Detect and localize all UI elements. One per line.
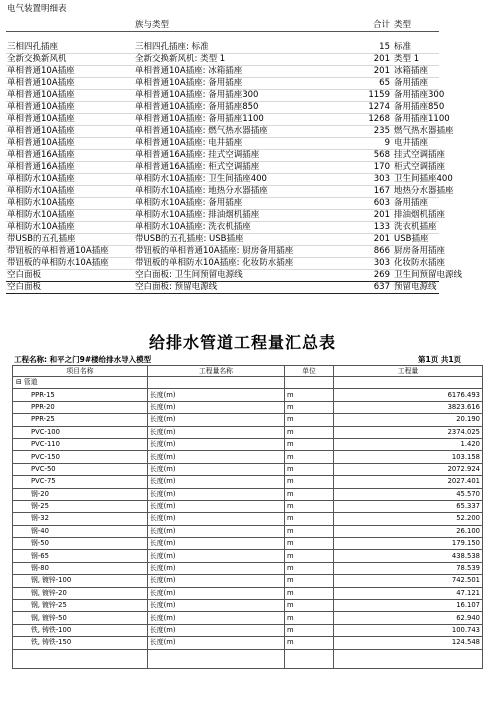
schedule-cell-name: 单相普通16A插座 (6, 162, 134, 174)
unit: m (285, 401, 334, 413)
quantity-name: 长度(m) (148, 600, 285, 612)
unit: m (285, 550, 334, 562)
quantity-name: 长度(m) (148, 488, 285, 500)
schedule-row (6, 102, 439, 114)
schedule-cell-total: 167 (342, 186, 393, 198)
schedule-cell-type: 柜式空调插座 (394, 162, 446, 172)
quantity-name: 长度(m) (148, 476, 285, 488)
schedule-cell-total: 15 (342, 42, 393, 54)
quantity-name: 长度(m) (148, 426, 285, 438)
schedule-row (6, 126, 439, 138)
unit: m (285, 612, 334, 624)
schedule-cell-family-type: 空白面板: 卫生间预留电源线 (134, 270, 342, 282)
unit: m (285, 488, 334, 500)
quantity-name: 长度(m) (148, 389, 285, 401)
schedule-cell-total: 568 (342, 150, 393, 162)
schedule-row (6, 258, 439, 270)
quantity: 100.743 (334, 624, 483, 636)
schedule-cell-family-type: 单相防水10A插座: 排油烟机插座 (134, 210, 342, 222)
schedule-cell-family-type: 空白面板: 预留电源线 (134, 282, 342, 294)
schedule-cell-name: 单相普通10A插座 (6, 126, 134, 138)
schedule-cell-family-type: 带钮板的单相防水10A插座: 化妆防水插座 (134, 258, 342, 270)
schedule-cell-total: 170 (342, 162, 393, 174)
schedule-cell-name: 单相防水10A插座 (6, 186, 134, 198)
summary-header-item: 项目名称 (13, 366, 148, 377)
quantity-name: 长度(m) (148, 414, 285, 426)
table-row[interactable] (13, 550, 483, 562)
schedule-cell-type: 标准 (393, 42, 439, 54)
schedule-title: 电气装置明细表 (7, 4, 67, 14)
table-row[interactable] (13, 612, 483, 624)
item-name: 钢, 镀锌-100 (13, 575, 148, 587)
table-row[interactable] (13, 538, 483, 550)
schedule-cell-total: 133 (342, 222, 393, 234)
schedule-cell-name: 单相防水10A插座 (6, 210, 134, 222)
schedule-cell-name: 单相普通10A插座 (6, 90, 134, 102)
schedule-cell-type: 电井插座 (393, 138, 439, 150)
schedule-cell-name: 单相普通10A插座 (6, 78, 134, 90)
group-cell (148, 377, 285, 389)
schedule-cell-type: 备用插座 (393, 78, 439, 90)
schedule-header-family-type: 族与类型 (134, 15, 342, 32)
schedule-cell-family-type: 单相普通16A插座: 挂式空调插座 (134, 150, 342, 162)
unit: m (285, 513, 334, 525)
item-name: 钢-50 (13, 538, 148, 550)
item-name: 铁, 铸铁-100 (13, 624, 148, 636)
blank-cell (334, 649, 483, 668)
quantity: 438.538 (334, 550, 483, 562)
schedule-row (6, 150, 439, 162)
group-row[interactable] (13, 377, 483, 389)
item-name: 钢-20 (13, 488, 148, 500)
schedule-cell-type: USB插座 (393, 234, 439, 246)
schedule-cell-name: 三相四孔插座 (6, 42, 134, 54)
item-name: PVC-150 (13, 451, 148, 463)
schedule-cell-type: 备用插座850 (394, 102, 445, 112)
schedule-cell-type: 地热分水器插座 (394, 186, 454, 196)
unit: m (285, 587, 334, 599)
item-name: 铁, 铸铁-150 (13, 637, 148, 649)
quantity-name: 长度(m) (148, 562, 285, 574)
schedule-cell-name: 带钮板的单相普通10A插座 (6, 246, 134, 258)
quantity-name: 长度(m) (148, 587, 285, 599)
unit: m (285, 451, 334, 463)
quantity-name: 长度(m) (148, 525, 285, 537)
table-row[interactable] (13, 451, 483, 463)
schedule-cell-total: 866 (342, 246, 393, 258)
schedule-cell-type: 卫生间预留电源线 (394, 270, 463, 280)
schedule-cell-total: 235 (342, 126, 393, 138)
quantity: 2374.025 (334, 426, 483, 438)
unit: m (285, 575, 334, 587)
schedule-cell-total: 603 (342, 198, 393, 210)
schedule-cell-type: 备用插座300 (394, 90, 445, 100)
schedule-cell-total: 9 (342, 138, 393, 150)
unit: m (285, 500, 334, 512)
schedule-cell-family-type: 单相防水10A插座: 卫生间插座400 (134, 174, 342, 186)
schedule-cell-family-type: 单相普通10A插座: 备用插座300 (134, 90, 342, 102)
schedule-cell-name: 空白面板 (6, 282, 134, 294)
item-name: 钢-80 (13, 562, 148, 574)
blank-row (13, 649, 483, 668)
quantity: 78.539 (334, 562, 483, 574)
schedule-cell-family-type: 单相普通16A插座: 柜式空调插座 (134, 162, 342, 174)
schedule-cell-family-type: 单相普通10A插座: 备用插座 (134, 78, 342, 90)
schedule-cell-name: 单相防水10A插座 (6, 198, 134, 210)
schedule-cell-family-type: 单相普通10A插座: 冰箱插座 (134, 66, 342, 78)
item-name: 钢, 镀锌-50 (13, 612, 148, 624)
schedule-cell-family-type: 三相四孔插座: 标准 (134, 42, 342, 54)
table-row[interactable] (13, 575, 483, 587)
group-label: 管道 (23, 378, 38, 387)
schedule-cell-total: 65 (342, 78, 393, 90)
item-name: 钢, 镀锌-20 (13, 587, 148, 599)
quantity: 3823.616 (334, 401, 483, 413)
quantity: 62.940 (334, 612, 483, 624)
summary-header-quantity-name: 工程量名称 (148, 366, 285, 377)
unit: m (285, 463, 334, 475)
summary-header-quantity: 工程量 (334, 366, 483, 377)
quantity: 2072.924 (334, 463, 483, 475)
table-row[interactable] (13, 463, 483, 475)
schedule-cell-total: 201 (342, 210, 393, 222)
schedule-cell-type: 冰箱插座 (393, 66, 439, 78)
schedule-header-type: 类型 (393, 15, 439, 32)
schedule-cell-type: 燃气热水器插座 (394, 126, 454, 136)
schedule-cell-family-type: 全新交换新风机: 类型 1 (134, 54, 342, 66)
schedule-cell-name: 全新交换新风机 (6, 54, 134, 66)
quantity: 1.420 (334, 438, 483, 450)
quantity-name: 长度(m) (148, 637, 285, 649)
schedule-cell-family-type: 单相普通10A插座: 备用插座1100 (134, 114, 342, 126)
unit: m (285, 600, 334, 612)
table-row[interactable] (13, 525, 483, 537)
quantity: 45.570 (334, 488, 483, 500)
schedule-cell-total: 303 (342, 174, 393, 186)
item-name: 钢, 镀锌-25 (13, 600, 148, 612)
item-name: PVC-75 (13, 476, 148, 488)
table-row[interactable] (13, 637, 483, 649)
schedule-cell-name: 带USB的五孔插座 (6, 234, 134, 246)
quantity-name: 长度(m) (148, 624, 285, 636)
schedule-cell-name: 单相普通16A插座 (6, 150, 134, 162)
table-row[interactable] (13, 624, 483, 636)
unit: m (285, 562, 334, 574)
schedule-cell-type: 厨房备用插座 (394, 246, 446, 256)
schedule-cell-name: 空白面板 (6, 270, 134, 282)
schedule-cell-family-type: 单相防水10A插座: 备用插座 (134, 198, 342, 210)
quantity: 179.150 (334, 538, 483, 550)
schedule-cell-type: 备用插座1100 (394, 114, 450, 124)
item-name: 钢-65 (13, 550, 148, 562)
group-cell (334, 377, 483, 389)
quantity-name: 长度(m) (148, 451, 285, 463)
quantity: 52.200 (334, 513, 483, 525)
quantity-name: 长度(m) (148, 575, 285, 587)
collapse-icon[interactable]: ⊟ (16, 378, 22, 387)
table-row[interactable] (13, 476, 483, 488)
schedule-cell-total: 303 (342, 258, 393, 270)
schedule-row (6, 114, 439, 126)
item-name: PPR-20 (13, 401, 148, 413)
unit: m (285, 414, 334, 426)
quantity: 742.501 (334, 575, 483, 587)
table-row[interactable] (13, 426, 483, 438)
schedule-cell-type: 洗衣机插座 (393, 222, 439, 234)
group-cell (285, 377, 334, 389)
electrical-schedule-table (6, 4, 463, 294)
schedule-row (6, 270, 439, 282)
quantity-name: 长度(m) (148, 438, 285, 450)
schedule-row (6, 282, 439, 294)
schedule-cell-name: 单相普通10A插座 (6, 66, 134, 78)
quantity: 47.121 (334, 587, 483, 599)
table-row[interactable] (13, 500, 483, 512)
quantity: 2027.401 (334, 476, 483, 488)
schedule-cell-type: 化妆防水插座 (394, 258, 446, 268)
schedule-cell-total: 201 (342, 54, 393, 66)
schedule-cell-type: 备用插座 (393, 198, 439, 210)
schedule-row (6, 174, 439, 186)
quantity-name: 长度(m) (148, 500, 285, 512)
schedule-row (6, 198, 439, 210)
quantity-name: 长度(m) (148, 463, 285, 475)
schedule-row (6, 138, 439, 150)
unit: m (285, 525, 334, 537)
schedule-cell-total: 269 (342, 270, 393, 282)
schedule-row (6, 78, 439, 90)
quantity-name: 长度(m) (148, 513, 285, 525)
schedule-cell-name: 单相防水10A插座 (6, 222, 134, 234)
schedule-cell-total: 637 (342, 282, 393, 294)
schedule-header-blank (6, 15, 134, 32)
item-name: PVC-100 (13, 426, 148, 438)
table-row[interactable] (13, 401, 483, 413)
project-name: 工程名称: 和平之门9#楼给排水导入模型 (14, 355, 152, 364)
schedule-cell-total: 201 (342, 66, 393, 78)
table-row[interactable] (13, 600, 483, 612)
item-name: PVC-110 (13, 438, 148, 450)
schedule-cell-family-type: 单相普通10A插座: 电井插座 (134, 138, 342, 150)
schedule-cell-total: 201 (342, 234, 393, 246)
schedule-cell-name: 单相普通10A插座 (6, 138, 134, 150)
schedule-cell-family-type: 单相防水10A插座: 地热分水器插座 (134, 186, 342, 198)
item-name: PVC-50 (13, 463, 148, 475)
schedule-cell-family-type: 带钮板的单相普通10A插座: 厨房备用插座 (134, 246, 342, 258)
schedule-cell-name: 带钮板的单相防水10A插座 (6, 258, 134, 270)
schedule-cell-type: 排油烟机插座 (394, 210, 446, 220)
pipe-summary-table (12, 365, 483, 669)
schedule-cell-family-type: 单相普通10A插座: 备用插座850 (134, 102, 342, 114)
summary-title: 给排水管道工程量汇总表 (148, 333, 336, 352)
blank-cell (285, 649, 334, 668)
quantity: 124.548 (334, 637, 483, 649)
table-row[interactable] (13, 438, 483, 450)
unit: m (285, 476, 334, 488)
unit: m (285, 637, 334, 649)
schedule-row (6, 162, 439, 174)
table-row[interactable] (13, 414, 483, 426)
schedule-cell-type: 卫生间插座400 (394, 174, 453, 184)
summary-header-unit: 单位 (285, 366, 334, 377)
unit: m (285, 624, 334, 636)
schedule-row (6, 222, 439, 234)
schedule-header-total: 合计 (342, 15, 393, 32)
quantity-name: 长度(m) (148, 401, 285, 413)
schedule-cell-total: 1159 (342, 90, 393, 102)
quantity: 16.107 (334, 600, 483, 612)
schedule-cell-family-type: 单相普通10A插座: 燃气热水器插座 (134, 126, 342, 138)
item-name: PPR-25 (13, 414, 148, 426)
quantity-name: 长度(m) (148, 538, 285, 550)
schedule-row (6, 186, 439, 198)
unit: m (285, 538, 334, 550)
page-indicator: 第1页 共1页 (418, 355, 462, 364)
item-name: 钢-40 (13, 525, 148, 537)
table-row[interactable] (13, 587, 483, 599)
schedule-gap-row (6, 32, 439, 43)
schedule-row (6, 54, 439, 66)
quantity: 6176.493 (334, 389, 483, 401)
schedule-cell-total: 1268 (342, 114, 393, 126)
table-row[interactable] (13, 389, 483, 401)
quantity: 20.190 (334, 414, 483, 426)
quantity-name: 长度(m) (148, 612, 285, 624)
quantity: 103.158 (334, 451, 483, 463)
schedule-row (6, 42, 439, 54)
schedule-cell-type: 类型 1 (393, 54, 439, 66)
blank-cell (13, 649, 148, 668)
unit: m (285, 426, 334, 438)
quantity-name: 长度(m) (148, 550, 285, 562)
schedule-cell-type: 预留电源线 (393, 282, 439, 294)
schedule-cell-type: 挂式空调插座 (394, 150, 446, 160)
quantity: 65.337 (334, 500, 483, 512)
schedule-row (6, 90, 439, 102)
schedule-row (6, 66, 439, 78)
schedule-cell-total: 1274 (342, 102, 393, 114)
table-row[interactable] (13, 488, 483, 500)
schedule-row (6, 234, 439, 246)
quantity: 26.100 (334, 525, 483, 537)
schedule-cell-family-type: 带USB的五孔插座: USB插座 (134, 234, 342, 246)
unit: m (285, 438, 334, 450)
schedule-cell-name: 单相普通10A插座 (6, 102, 134, 114)
unit: m (285, 389, 334, 401)
table-row[interactable] (13, 562, 483, 574)
schedule-row (6, 210, 439, 222)
table-row[interactable] (13, 513, 483, 525)
schedule-row (6, 246, 439, 258)
item-name: 钢-25 (13, 500, 148, 512)
schedule-cell-name: 单相防水10A插座 (6, 174, 134, 186)
schedule-cell-family-type: 单相防水10A插座: 洗衣机插座 (134, 222, 342, 234)
schedule-cell-name: 单相普通10A插座 (6, 114, 134, 126)
item-name: PPR-15 (13, 389, 148, 401)
blank-cell (148, 649, 285, 668)
item-name: 钢-32 (13, 513, 148, 525)
